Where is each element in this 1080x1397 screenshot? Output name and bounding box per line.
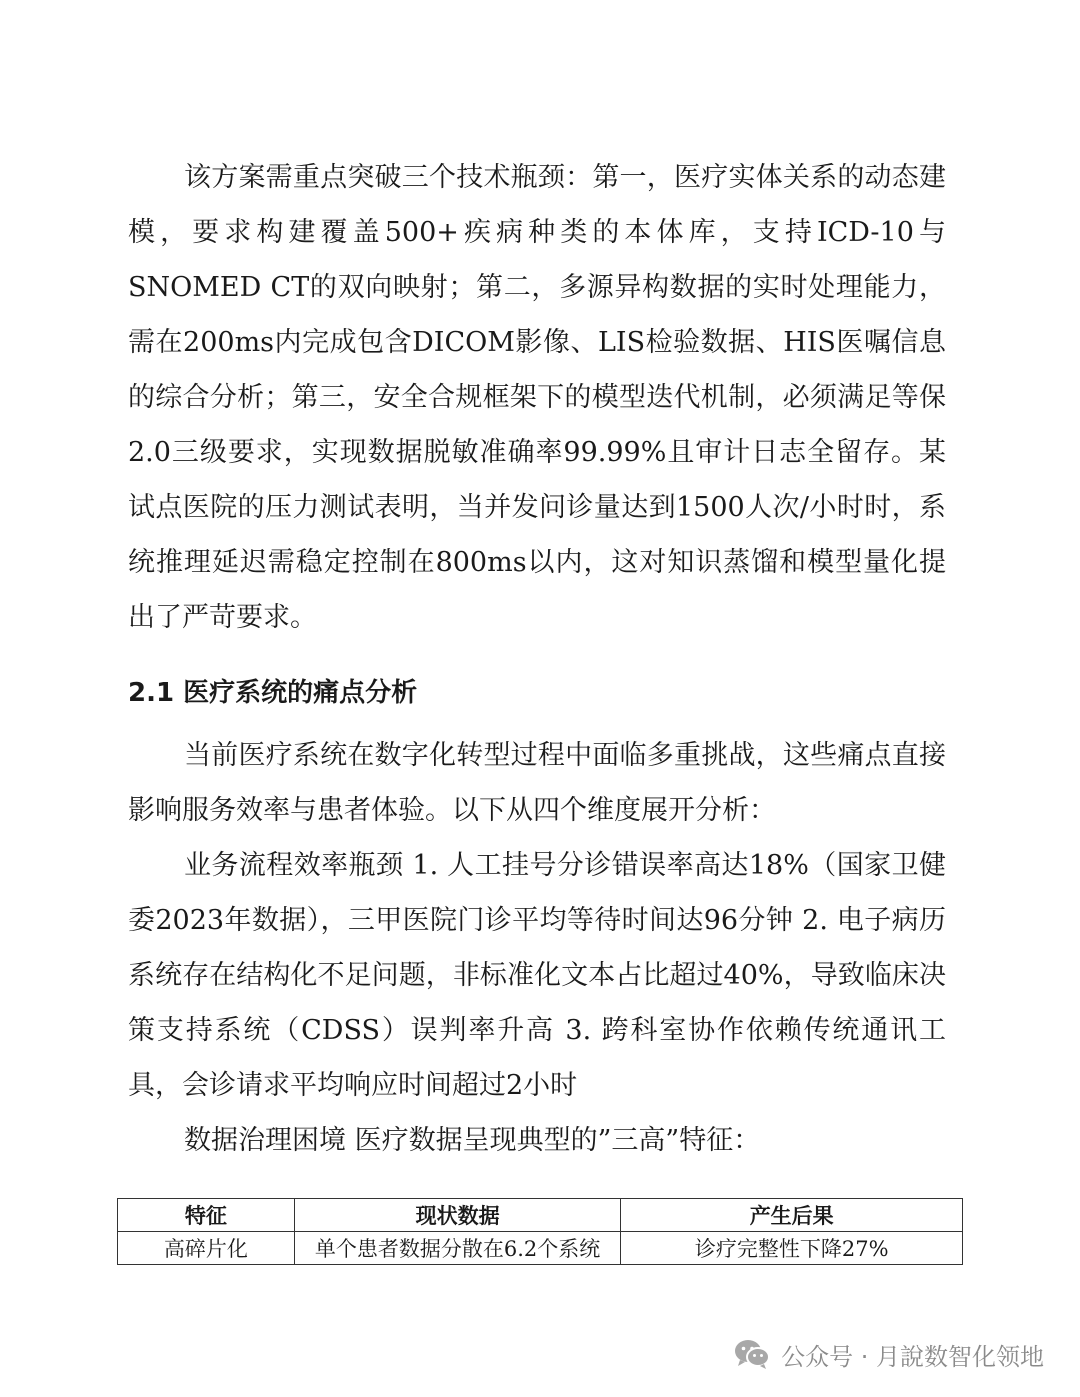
table-row xyxy=(118,1232,963,1265)
cell-current-data: 单个患者数据分散在6.2个系统 xyxy=(294,1232,621,1265)
header-consequence: 产生后果 xyxy=(621,1199,963,1232)
paragraph-intro: 当前医疗系统在数字化转型过程中面临多重挑战，这些痛点直接影响服务效率与患者体验。以下从四个维度展开分析： xyxy=(128,740,946,826)
paragraph-workflow-bottleneck: 业务流程效率瓶颈 1. 人工挂号分诊错误率高达18%（国家卫健委2023年数据），三甲医院门诊平均等待时间达96分钟 2. 电子病历系统存在结构化不足问题，非标准化文本占比超过40%，导致临床决策支持系统（CDSS）误判率升高 3. 跨科室协作依赖传统通讯工具，会诊请求平均响应时间超过2小时 xyxy=(128,850,946,1101)
table-header-row xyxy=(118,1199,963,1232)
cell-feature: 高碎片化 xyxy=(118,1232,295,1265)
section-heading: 2.1 医疗系统的痛点分析 xyxy=(128,678,418,708)
paragraph-data-governance: 数据治理困境 医疗数据呈现典型的”三高”特征： xyxy=(184,1125,761,1156)
wechat-icon xyxy=(733,1338,771,1370)
paragraph-technical-bottlenecks: 该方案需重点突破三个技术瓶颈：第一，医疗实体关系的动态建模，要求构建覆盖500+疾病种类的本体库，支持ICD-10与SNOMED CT的双向映射；第二，多源异构数据的实时处理能力，需在200ms内完成包含DICOM影像、LIS检验数据、HIS医嘱信息的综合分析；第三，安全合规框架下的模型迭代机制，必须满足等保2.0三级要求，实现数据脱敏准确率99.99%且审计日志全留存。某试点医院的压力测试表明，当并发问诊量达到1500人次/小时时，系统推理延迟需稳定控制在800ms以内，这对知识蒸馏和模型量化提出了严苛要求。 xyxy=(128,162,946,633)
footer-watermark xyxy=(733,1332,1044,1376)
header-current-data: 现状数据 xyxy=(294,1199,621,1232)
footer-text: 公众号 · 月說数智化领地 xyxy=(781,1342,1044,1371)
cell-consequence: 诊疗完整性下降27% xyxy=(621,1232,963,1265)
header-feature: 特征 xyxy=(118,1199,295,1232)
feature-table xyxy=(117,1198,963,1265)
